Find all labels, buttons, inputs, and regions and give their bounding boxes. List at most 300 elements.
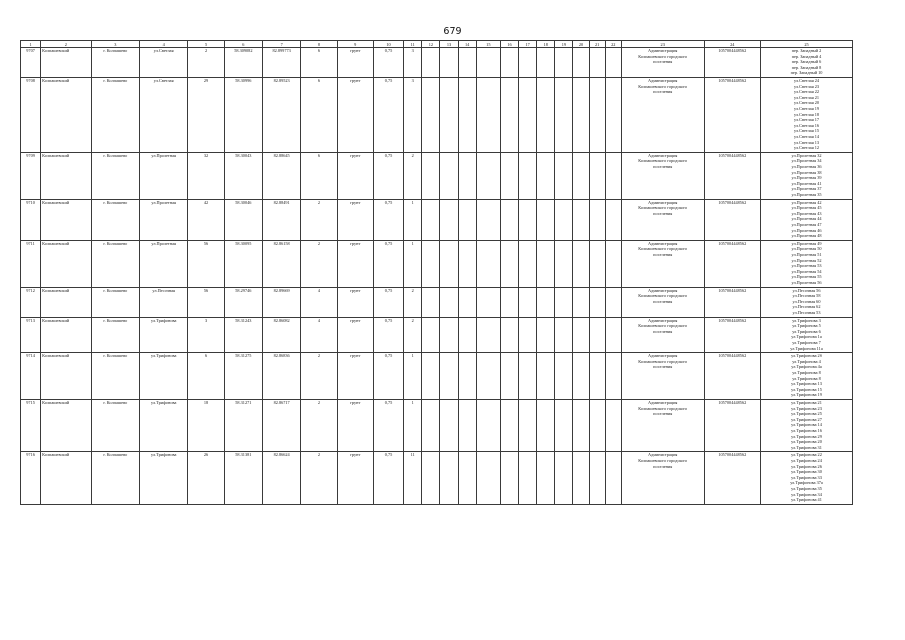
latitude: 58.31381	[224, 452, 262, 504]
empty-cell	[605, 317, 621, 353]
address-item: ул.Пролетная 49	[791, 240, 822, 246]
street-cell: ул.Светлая	[139, 78, 187, 153]
administration-line: Администрация	[648, 317, 678, 323]
column-number: 7	[263, 41, 301, 48]
longitude: 82.89669	[263, 287, 301, 317]
column-number: 14	[458, 41, 476, 48]
empty-cell	[537, 399, 555, 451]
empty-cell	[519, 287, 537, 317]
empty-cell	[440, 199, 458, 240]
column-number: 9	[337, 41, 373, 48]
empty-cell	[458, 78, 476, 153]
address-item: пер. Западный 2	[791, 48, 822, 53]
empty-cell	[573, 353, 589, 400]
column-number: 4	[139, 41, 187, 48]
registration-code: 1057004448562	[704, 399, 760, 451]
address-item: ул.Трифонова 13	[791, 381, 822, 387]
administration-cell	[621, 287, 704, 317]
address-item: ул.Пролетная 46	[791, 227, 822, 233]
column-number: 21	[589, 41, 605, 48]
registration-code: 1057004448562	[704, 240, 760, 287]
address-item: ул.Трифонова 4	[792, 358, 821, 364]
administration-line: поселения	[653, 210, 673, 216]
administration-cell	[621, 152, 704, 199]
address-item: ул.Светлая 15	[793, 128, 820, 134]
address-item: ул.Пролетная 51	[791, 251, 822, 257]
address-item: ул.Трифонова 8	[792, 375, 821, 381]
empty-cell	[476, 399, 500, 451]
empty-cell	[605, 199, 621, 240]
empty-cell	[537, 199, 555, 240]
address-item: пер. Западный 8	[791, 64, 822, 70]
empty-cell	[537, 152, 555, 199]
empty-cell	[555, 48, 573, 78]
address-item: ул.Трифонова 1а	[791, 334, 822, 340]
empty-cell	[440, 287, 458, 317]
house-number: 18	[188, 399, 224, 451]
container-count: 2	[404, 287, 422, 317]
column-number: 8	[301, 41, 337, 48]
district-cell: Колпашевский	[41, 48, 91, 78]
empty-cell	[440, 353, 458, 400]
address-item: ул.Трифонова 31	[791, 444, 822, 450]
administration-line: Колпашевского городского	[638, 293, 688, 299]
address-item: ул.Трифонова 2б	[791, 353, 822, 359]
area-cell: 0,75	[373, 199, 403, 240]
count-cell: 2	[301, 240, 337, 287]
record-number: 9713	[21, 317, 41, 353]
town-cell: г. Колпашево	[91, 317, 139, 353]
empty-cell	[500, 353, 518, 400]
empty-cell	[440, 240, 458, 287]
empty-cell	[458, 152, 476, 199]
empty-cell	[458, 199, 476, 240]
administration-line: Колпашевского городского	[638, 246, 688, 252]
district-cell: Колпашевский	[41, 78, 91, 153]
longitude: 82.88645	[263, 152, 301, 199]
empty-cell	[500, 399, 518, 451]
latitude: 58.31243	[224, 317, 262, 353]
empty-cell	[589, 78, 605, 153]
address-item: ул.Трифонова 4а	[791, 364, 822, 370]
empty-cell	[422, 240, 440, 287]
empty-cell	[573, 240, 589, 287]
street-cell: ул.Пролетная	[139, 152, 187, 199]
address-item: ул.Пролетная 42	[791, 199, 822, 205]
empty-cell	[500, 317, 518, 353]
empty-cell	[573, 287, 589, 317]
empty-cell	[458, 452, 476, 504]
empty-cell	[476, 48, 500, 78]
surface-type: грунт	[337, 317, 373, 353]
longitude: 82.89523	[263, 78, 301, 153]
latitude: 58.30046	[224, 199, 262, 240]
street-cell: ул.Трифонова	[139, 399, 187, 451]
empty-cell	[519, 317, 537, 353]
empty-cell	[605, 78, 621, 153]
address-item: ул.Трифонова 37а	[790, 480, 823, 486]
longitude: 82.899773	[263, 48, 301, 78]
administration-line: Администрация	[648, 78, 678, 83]
address-item: ул.Трифонова 7	[792, 339, 821, 345]
empty-cell	[500, 152, 518, 199]
administration-line: Администрация	[648, 240, 678, 246]
address-item: ул.Трифонова 27	[791, 416, 822, 422]
street-cell: ул.Пролетная	[139, 240, 187, 287]
address-item: ул.Песочная 62	[792, 304, 821, 310]
column-number: 19	[555, 41, 573, 48]
container-count: 1	[404, 399, 422, 451]
administration-line: Администрация	[648, 152, 678, 158]
address-item: ул.Светлая 16	[793, 122, 820, 128]
address-item: ул.Пролетная 41	[791, 180, 822, 186]
empty-cell	[476, 78, 500, 153]
address-item: ул.Пролетная 56	[791, 279, 822, 285]
surface-type: грунт	[337, 287, 373, 317]
surface-type: грунт	[337, 78, 373, 153]
administration-line: Колпашевского городского	[638, 457, 688, 463]
area-cell: 0,75	[373, 78, 403, 153]
address-item: ул.Пролетная 35	[791, 191, 822, 197]
registration-code: 1057004448562	[704, 317, 760, 353]
administration-cell	[621, 78, 704, 153]
empty-cell	[573, 152, 589, 199]
empty-cell	[500, 199, 518, 240]
empty-cell	[537, 317, 555, 353]
administration-line: поселения	[653, 298, 673, 304]
empty-cell	[519, 78, 537, 153]
house-number: 32	[188, 152, 224, 199]
district-cell: Колпашевский	[41, 199, 91, 240]
address-item: ул.Пролетная 52	[791, 257, 822, 263]
page-number: 679	[443, 26, 462, 37]
registration-code: 1057004448562	[704, 452, 760, 504]
address-item: ул.Трифонова 3	[792, 317, 821, 323]
surface-type: грунт	[337, 353, 373, 400]
empty-cell	[555, 152, 573, 199]
record-number: 9711	[21, 240, 41, 287]
empty-cell	[555, 452, 573, 504]
empty-cell	[555, 199, 573, 240]
administration-line: Колпашевского городского	[638, 205, 688, 211]
address-item: ул.Трифонова 14	[791, 422, 822, 428]
administration-line: поселения	[653, 59, 673, 65]
table-row	[21, 317, 853, 353]
house-number: 26	[188, 452, 224, 504]
empty-cell	[440, 317, 458, 353]
latitude: 58.29746	[224, 287, 262, 317]
address-item: пер. Западный 6	[791, 59, 822, 65]
address-item: ул.Трифонова 22	[791, 452, 822, 458]
column-number: 24	[704, 41, 760, 48]
count-cell: 2	[301, 353, 337, 400]
address-item: ул.Трифонова 41	[791, 497, 822, 503]
address-item: ул.Песочная 56	[792, 287, 821, 293]
latitude: 58.30996	[224, 78, 262, 153]
empty-cell	[519, 353, 537, 400]
empty-cell	[537, 78, 555, 153]
column-number: 16	[500, 41, 518, 48]
column-number: 12	[422, 41, 440, 48]
administration-line: поселения	[653, 328, 673, 334]
administration-line: Администрация	[648, 353, 678, 359]
empty-cell	[605, 452, 621, 504]
count-cell: 4	[301, 317, 337, 353]
empty-cell	[458, 317, 476, 353]
administration-cell	[621, 399, 704, 451]
empty-cell	[555, 317, 573, 353]
town-cell: г. Колпашево	[91, 152, 139, 199]
address-item: ул.Трифонова 21	[791, 399, 822, 405]
empty-cell	[605, 287, 621, 317]
latitude: 58.309082	[224, 48, 262, 78]
empty-cell	[555, 353, 573, 400]
table-row	[21, 78, 853, 153]
administration-cell	[621, 48, 704, 78]
administration-cell	[621, 317, 704, 353]
administration-line: Колпашевского городского	[638, 405, 688, 411]
count-cell: 6	[301, 48, 337, 78]
administration-line: Колпашевского городского	[638, 358, 688, 364]
address-item: ул.Пролетная 43	[791, 210, 822, 216]
latitude: 58.30095	[224, 240, 262, 287]
address-list	[761, 78, 853, 153]
area-cell: 0,75	[373, 353, 403, 400]
empty-cell	[476, 152, 500, 199]
address-item: ул.Пролетная 39	[791, 175, 822, 181]
longitude: 82.86082	[263, 317, 301, 353]
address-item: ул.Песочная 58	[792, 293, 821, 299]
longitude: 82.86158	[263, 240, 301, 287]
count-cell: 4	[301, 287, 337, 317]
column-number: 18	[537, 41, 555, 48]
administration-line: Колпашевского городского	[638, 158, 688, 164]
register-body	[21, 41, 853, 505]
empty-cell	[537, 452, 555, 504]
empty-cell	[605, 353, 621, 400]
empty-cell	[573, 48, 589, 78]
district-cell: Колпашевский	[41, 287, 91, 317]
house-number: 2	[188, 48, 224, 78]
empty-cell	[458, 48, 476, 78]
administration-line: Администрация	[648, 48, 678, 53]
record-number: 9712	[21, 287, 41, 317]
empty-cell	[555, 399, 573, 451]
address-item: ул.Пролетная 36	[791, 163, 822, 169]
street-cell: ул.Пролетная	[139, 199, 187, 240]
empty-cell	[519, 240, 537, 287]
empty-cell	[476, 199, 500, 240]
empty-cell	[589, 317, 605, 353]
address-item: ул.Трифонова 5	[792, 323, 821, 329]
address-list	[761, 199, 853, 240]
column-number: 25	[761, 41, 853, 48]
column-number: 5	[188, 41, 224, 48]
town-cell: г. Колпашево	[91, 287, 139, 317]
address-item: ул.Трифонова 33	[791, 474, 822, 480]
surface-type: грунт	[337, 399, 373, 451]
longitude: 82.86717	[263, 399, 301, 451]
address-item: ул.Пролетная 48	[791, 233, 822, 239]
administration-line: Колпашевского городского	[638, 83, 688, 89]
column-number: 20	[573, 41, 589, 48]
empty-cell	[440, 452, 458, 504]
address-item: ул.Трифонова 16	[791, 427, 822, 433]
area-cell: 0,75	[373, 287, 403, 317]
address-item: ул.Трифонова 29	[791, 433, 822, 439]
empty-cell	[422, 353, 440, 400]
registration-code: 1057004448562	[704, 353, 760, 400]
address-item: ул.Светлая 12	[793, 145, 820, 151]
administration-line: Администрация	[648, 452, 678, 458]
container-count: 2	[404, 317, 422, 353]
empty-cell	[422, 78, 440, 153]
district-cell: Колпашевский	[41, 240, 91, 287]
address-item: ул.Пролетная 37	[791, 186, 822, 192]
empty-cell	[605, 399, 621, 451]
empty-cell	[476, 452, 500, 504]
address-item: ул.Пролетная 38	[791, 169, 822, 175]
registration-code: 1057004448562	[704, 199, 760, 240]
empty-cell	[458, 287, 476, 317]
empty-cell	[519, 199, 537, 240]
town-cell: г. Колпашево	[91, 353, 139, 400]
empty-cell	[605, 48, 621, 78]
count-cell: 2	[301, 399, 337, 451]
administration-line: Администрация	[648, 287, 678, 293]
empty-cell	[573, 317, 589, 353]
administration-line: поселения	[653, 163, 673, 169]
town-cell: г. Колпашево	[91, 399, 139, 451]
empty-cell	[458, 353, 476, 400]
empty-cell	[555, 78, 573, 153]
empty-cell	[422, 317, 440, 353]
surface-type: грунт	[337, 199, 373, 240]
house-number: 29	[188, 78, 224, 153]
address-item: ул.Светлая 20	[793, 100, 820, 106]
address-item: ул.Трифонова 25	[791, 411, 822, 417]
container-count: 3	[404, 78, 422, 153]
address-item: ул.Трифонова 35	[791, 485, 822, 491]
administration-cell	[621, 353, 704, 400]
column-number: 15	[476, 41, 500, 48]
town-cell: г. Колпашево	[91, 452, 139, 504]
administration-line: поселения	[653, 89, 673, 95]
empty-cell	[589, 452, 605, 504]
administration-line: поселения	[653, 364, 673, 370]
address-item: ул.Пролетная 44	[791, 216, 822, 222]
table-row	[21, 240, 853, 287]
container-count: 1	[404, 199, 422, 240]
address-item: ул.Светлая 14	[793, 133, 820, 139]
house-number: 56	[188, 240, 224, 287]
empty-cell	[422, 152, 440, 199]
empty-cell	[589, 48, 605, 78]
container-count: 11	[404, 452, 422, 504]
empty-cell	[422, 287, 440, 317]
table-row	[21, 152, 853, 199]
address-item: ул.Трифонова 6	[792, 328, 821, 334]
address-item: ул.Песочная 60	[792, 298, 821, 304]
count-cell: 2	[301, 199, 337, 240]
table-row	[21, 399, 853, 451]
column-number: 11	[404, 41, 422, 48]
administration-line: поселения	[653, 411, 673, 417]
address-item: ул.Трифонова 20	[791, 439, 822, 445]
column-number: 3	[91, 41, 139, 48]
empty-cell	[440, 399, 458, 451]
address-item: ул.Трифонова 19	[791, 392, 822, 398]
town-cell: г. Колпашево	[91, 48, 139, 78]
table-row	[21, 48, 853, 78]
column-number: 23	[621, 41, 704, 48]
container-count: 1	[404, 353, 422, 400]
street-cell: ул.Трифонова	[139, 452, 187, 504]
address-item: ул.Трифонова 30	[791, 469, 822, 475]
column-number-row	[21, 41, 853, 48]
administration-line: Администрация	[648, 399, 678, 405]
address-list	[761, 353, 853, 400]
column-number: 10	[373, 41, 403, 48]
table-row	[21, 199, 853, 240]
empty-cell	[476, 353, 500, 400]
empty-cell	[537, 287, 555, 317]
empty-cell	[519, 152, 537, 199]
administration-cell	[621, 452, 704, 504]
administration-cell	[621, 199, 704, 240]
record-number: 9708	[21, 78, 41, 153]
administration-cell	[621, 240, 704, 287]
address-item: ул.Светлая 24	[793, 78, 820, 83]
address-item: ул.Песочная 53	[792, 309, 821, 315]
column-number: 1	[21, 41, 41, 48]
address-item: ул.Светлая 23	[793, 83, 820, 89]
address-item: ул.Светлая 22	[793, 89, 820, 95]
empty-cell	[422, 48, 440, 78]
empty-cell	[519, 48, 537, 78]
record-number: 9714	[21, 353, 41, 400]
record-number: 9710	[21, 199, 41, 240]
town-cell: г. Колпашево	[91, 240, 139, 287]
record-number: 9715	[21, 399, 41, 451]
town-cell: г. Колпашево	[91, 78, 139, 153]
address-item: ул.Пролетная 55	[791, 274, 822, 280]
record-number: 9709	[21, 152, 41, 199]
district-cell: Колпашевский	[41, 399, 91, 451]
town-cell: г. Колпашево	[91, 199, 139, 240]
count-cell: 2	[301, 452, 337, 504]
address-item: пер. Западный 4	[791, 53, 822, 59]
empty-cell	[422, 199, 440, 240]
area-cell: 0,75	[373, 240, 403, 287]
container-count: 2	[404, 152, 422, 199]
empty-cell	[440, 48, 458, 78]
record-number: 9716	[21, 452, 41, 504]
administration-line: Колпашевского городского	[638, 53, 688, 59]
address-list	[761, 399, 853, 451]
district-cell: Колпашевский	[41, 152, 91, 199]
registration-code: 1057004448562	[704, 287, 760, 317]
empty-cell	[589, 287, 605, 317]
empty-cell	[519, 452, 537, 504]
empty-cell	[458, 240, 476, 287]
administration-line: Колпашевского городского	[638, 323, 688, 329]
address-list	[761, 48, 853, 78]
empty-cell	[500, 287, 518, 317]
latitude: 58.31275	[224, 353, 262, 400]
empty-cell	[589, 199, 605, 240]
empty-cell	[500, 78, 518, 153]
